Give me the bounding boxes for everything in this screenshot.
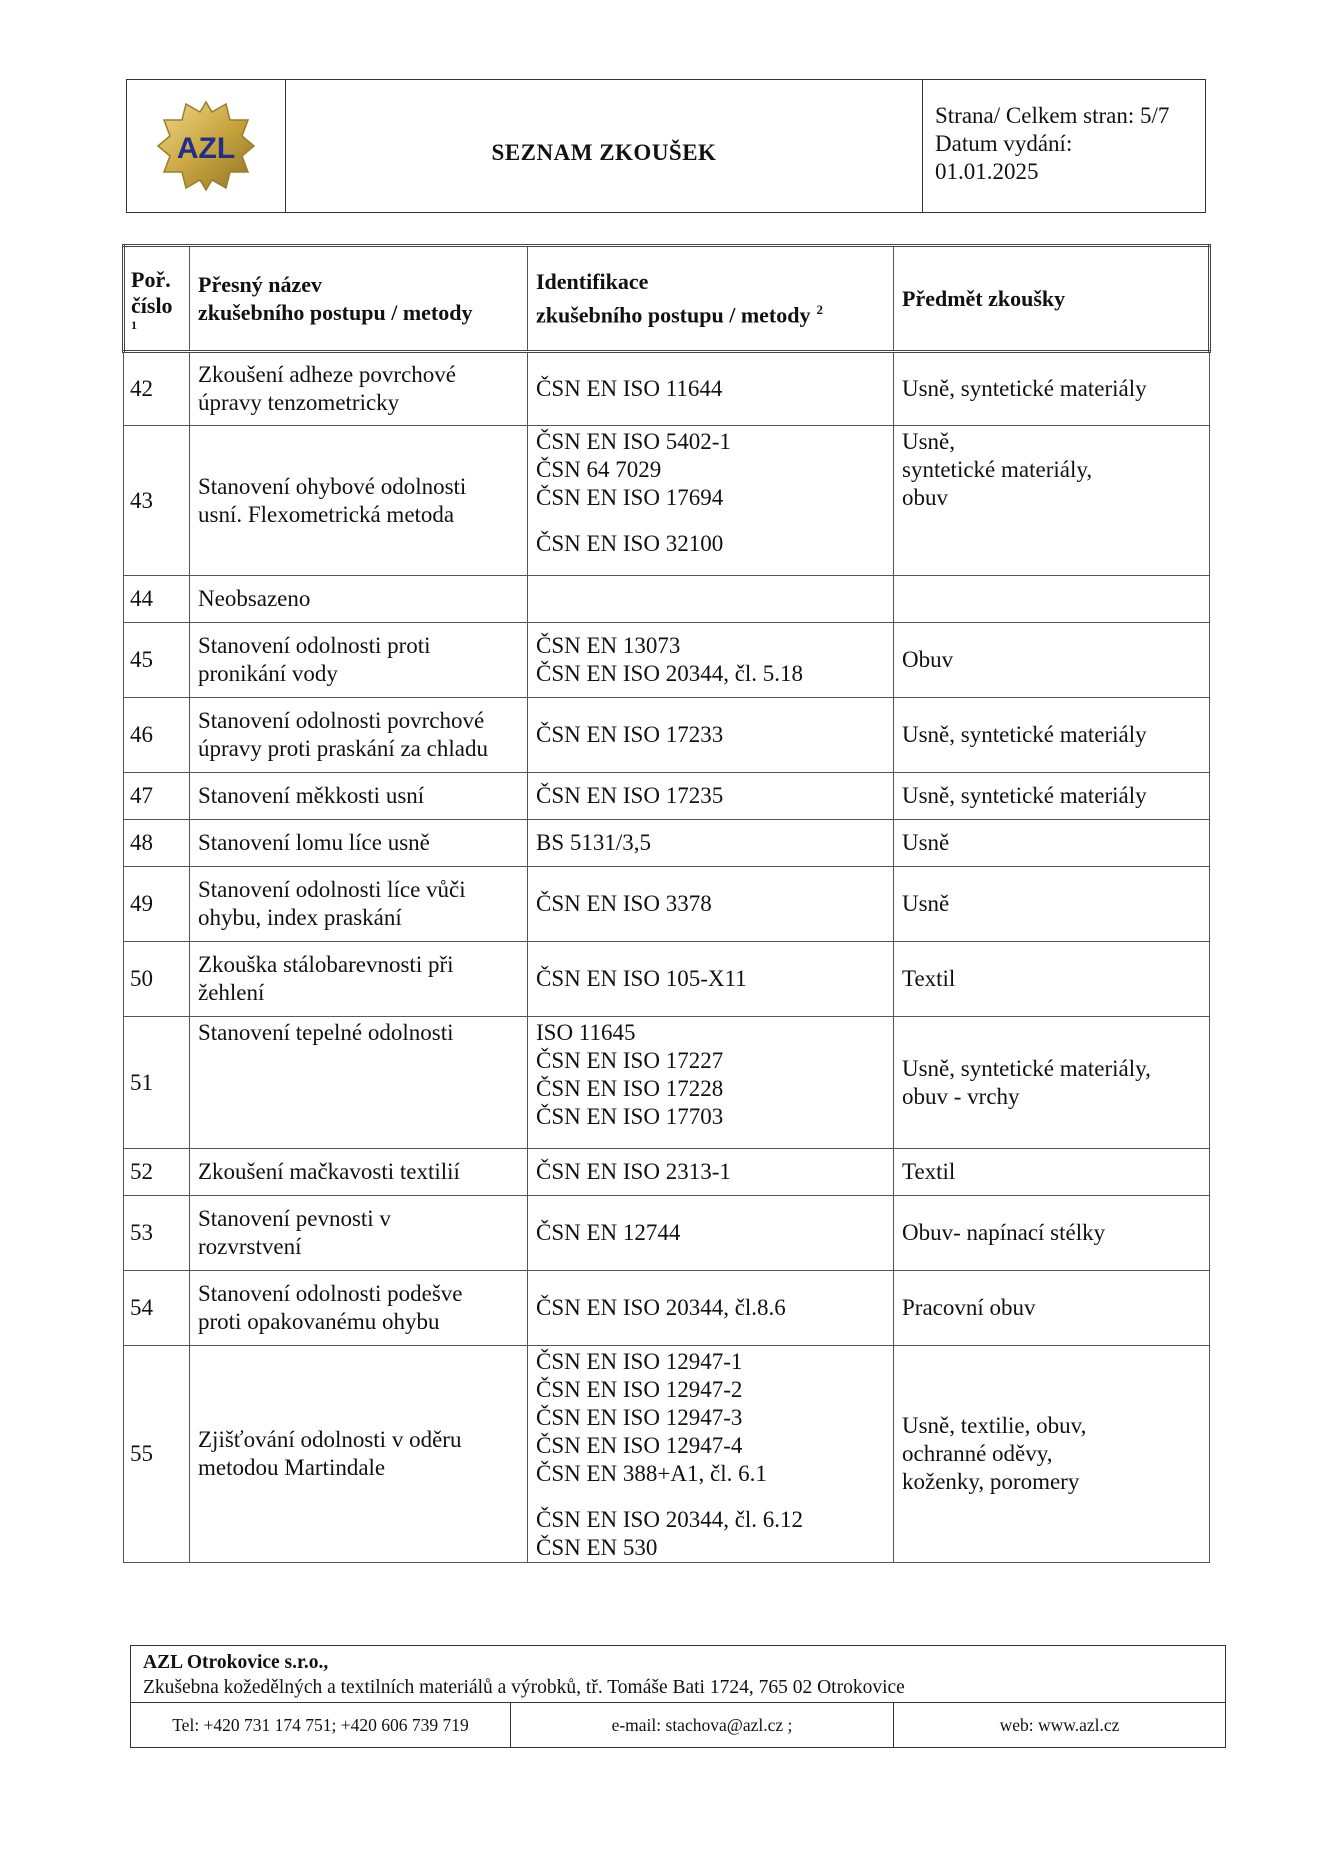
- method-id-line: ČSN EN ISO 17703: [536, 1104, 724, 1129]
- spacer: [536, 512, 885, 530]
- test-subject: [894, 867, 1210, 942]
- method-id-line: ČSN EN ISO 2313-1: [536, 1159, 731, 1184]
- method-name-line: proti opakovanému ohybu: [198, 1309, 440, 1334]
- test-subject-line: Usně, textilie, obuv,: [902, 1413, 1087, 1438]
- method-name-line: Stanovení lomu líce usně: [198, 830, 430, 855]
- row-number: 53: [124, 1196, 190, 1271]
- method-name: [190, 1346, 528, 1563]
- method-id-line: ČSN EN ISO 17233: [536, 722, 724, 747]
- row-number: 45: [124, 623, 190, 698]
- test-subject-line: Textil: [902, 1159, 956, 1184]
- method-name-line: úpravy proti praskání za chladu: [198, 736, 488, 761]
- col-header-name-line2: zkušebního postupu / metody: [198, 299, 473, 325]
- row-number: 47: [124, 773, 190, 820]
- col-header-number-line1: Poř.: [131, 266, 171, 292]
- row-number: 49: [124, 867, 190, 942]
- logo-text: AZL: [176, 132, 236, 165]
- method-name-line: Stanovení odolnosti podešve: [198, 1281, 463, 1306]
- method-identification: [528, 942, 894, 1017]
- col-header-id-line1: Identifikace: [536, 268, 649, 294]
- footer-company: AZL Otrokovice s.r.o.,: [143, 1652, 329, 1673]
- test-subject-line: ochranné oděvy,: [902, 1441, 1053, 1466]
- table-row: [124, 1346, 1210, 1563]
- footnote-marker-1: 1: [131, 317, 137, 332]
- test-subject: [894, 623, 1210, 698]
- test-subject-line: Usně,: [902, 429, 956, 454]
- method-identification: [528, 1346, 894, 1563]
- issue-date: 01.01.2025: [935, 159, 1039, 184]
- method-name: [190, 426, 528, 576]
- table-row: [124, 773, 1210, 820]
- method-name-line: Neobsazeno: [198, 586, 311, 611]
- method-name: [190, 1271, 528, 1346]
- document-footer: [130, 1645, 1226, 1748]
- test-subject: [894, 426, 1210, 576]
- method-name-line: usní. Flexometrická metoda: [198, 501, 455, 527]
- table-header-row: [124, 246, 1210, 352]
- method-name-line: Zkouška stálobarevnosti při: [198, 952, 454, 977]
- method-id-line: ČSN EN ISO 17694: [536, 485, 724, 510]
- method-name: [190, 1196, 528, 1271]
- method-name: [190, 773, 528, 820]
- method-name: [190, 698, 528, 773]
- row-number: 48: [124, 820, 190, 867]
- method-name-line: pronikání vody: [198, 661, 338, 686]
- footer-email: e-mail: stachova@azl.cz ;: [511, 1703, 894, 1747]
- method-name: [190, 820, 528, 867]
- test-subject: [894, 942, 1210, 1017]
- method-id-line: ČSN EN ISO 12947-2: [536, 1377, 743, 1402]
- method-id-line: ČSN EN 13073: [536, 633, 681, 658]
- test-subject: [894, 1196, 1210, 1271]
- method-name: [190, 942, 528, 1017]
- test-subject-line: Usně: [902, 830, 950, 855]
- col-header-name: [190, 246, 528, 352]
- method-name: [190, 1017, 528, 1149]
- method-id-line: ČSN EN ISO 17235: [536, 783, 724, 808]
- method-name-line: rozvrstvení: [198, 1234, 302, 1259]
- method-id-line: ČSN EN ISO 12947-1: [536, 1349, 743, 1374]
- method-name-line: Stanovení odolnosti povrchové: [198, 708, 485, 733]
- table-row: [124, 352, 1210, 426]
- test-subject-line: Usně, syntetické materiály: [902, 722, 1147, 747]
- method-identification: [528, 352, 894, 426]
- footer-address: Zkušebna kožedělných a textilních materiálů a výrobků, tř. Tomáše Bati 1724, 765 02 Otrokovice: [143, 1677, 905, 1698]
- row-number: 50: [124, 942, 190, 1017]
- method-identification: [528, 1149, 894, 1196]
- method-name-line: žehlení: [198, 980, 265, 1005]
- method-name: [190, 352, 528, 426]
- footer-contacts: [131, 1703, 1225, 1747]
- row-number: 43: [124, 426, 190, 576]
- test-subject: [894, 698, 1210, 773]
- method-identification: [528, 623, 894, 698]
- method-id-line: ČSN EN 12744: [536, 1220, 681, 1245]
- method-id-line: ČSN EN ISO 12947-3: [536, 1405, 743, 1430]
- method-id-line: ČSN EN ISO 32100: [536, 531, 724, 556]
- table-row: [124, 698, 1210, 773]
- table-row: [124, 576, 1210, 623]
- method-name-line: Zkoušení adheze povrchové: [198, 362, 457, 387]
- test-subject: [894, 352, 1210, 426]
- row-number: 51: [124, 1017, 190, 1149]
- row-number: 46: [124, 698, 190, 773]
- row-number: 52: [124, 1149, 190, 1196]
- issue-date-label: Datum vydání:: [935, 131, 1073, 156]
- test-subject-line: koženky, poromery: [902, 1469, 1080, 1494]
- test-subject-line: Textil: [902, 966, 956, 991]
- method-identification: [528, 1017, 894, 1149]
- test-subject-line: Usně: [902, 891, 950, 916]
- method-identification: [528, 773, 894, 820]
- method-name-line: úpravy tenzometricky: [198, 390, 400, 415]
- test-subject-line: Obuv- napínací stélky: [902, 1220, 1106, 1245]
- test-subject-line: Usně, syntetické materiály: [902, 376, 1147, 401]
- table-row: [124, 1196, 1210, 1271]
- row-number: 42: [124, 352, 190, 426]
- row-number: 55: [124, 1346, 190, 1563]
- row-number: 54: [124, 1271, 190, 1346]
- row-number: 44: [124, 576, 190, 623]
- method-name: [190, 867, 528, 942]
- method-id-line: ČSN EN ISO 12947-4: [536, 1433, 743, 1458]
- method-name-line: Stanovení tepelné odolnosti: [198, 1020, 454, 1045]
- method-name: [190, 1149, 528, 1196]
- table-row: [124, 942, 1210, 1017]
- test-subject-line: obuv - vrchy: [902, 1083, 1020, 1109]
- test-subject-line: Obuv: [902, 647, 954, 672]
- method-id-line: ČSN EN ISO 5402-1: [536, 429, 731, 454]
- method-identification: [528, 426, 894, 576]
- test-subject-line: obuv: [902, 485, 948, 510]
- method-id-line: ČSN EN ISO 20344, čl.8.6: [536, 1295, 786, 1320]
- test-subject: [894, 576, 1210, 623]
- method-name-line: Stanovení ohybové odolnosti: [198, 473, 467, 499]
- footer-phone: Tel: +420 731 174 751; +420 606 739 719: [131, 1703, 511, 1747]
- method-id-line: ČSN EN ISO 3378: [536, 891, 712, 916]
- col-header-name-line1: Přesný název: [198, 271, 323, 297]
- method-id-line: ČSN EN ISO 17227: [536, 1048, 724, 1073]
- method-id-line: ČSN EN ISO 105-X11: [536, 966, 747, 991]
- col-header-identification: [528, 246, 894, 352]
- footnote-marker-2: 2: [816, 301, 823, 317]
- spacer: [536, 1488, 885, 1506]
- table-row: [124, 1017, 1210, 1149]
- method-id-line: ČSN EN 530: [536, 1535, 658, 1560]
- method-name: [190, 576, 528, 623]
- test-subject-line: Usně, syntetické materiály: [902, 783, 1147, 808]
- method-identification: [528, 1196, 894, 1271]
- test-subject: [894, 1149, 1210, 1196]
- method-id-line: ČSN EN ISO 11644: [536, 376, 723, 401]
- table-row: [124, 1149, 1210, 1196]
- table-row: [124, 820, 1210, 867]
- test-subject: [894, 1017, 1210, 1149]
- method-id-line: ČSN EN 388+A1, čl. 6.1: [536, 1461, 767, 1486]
- document-info: [923, 80, 1205, 212]
- footer-web: web: www.azl.cz: [999, 1714, 1120, 1735]
- method-identification: [528, 698, 894, 773]
- page-info: Strana/ Celkem stran: 5/7: [935, 103, 1170, 128]
- method-identification: [528, 867, 894, 942]
- document-header: [126, 79, 1206, 213]
- footer-address-block: [131, 1646, 1225, 1703]
- method-identification: [528, 820, 894, 867]
- test-list-table: [122, 244, 1211, 1563]
- method-name-line: Stanovení odolnosti líce vůči: [198, 877, 466, 902]
- col-header-subject: Předmět zkoušky: [894, 246, 1210, 352]
- azl-logo: [156, 98, 256, 194]
- test-subject: [894, 773, 1210, 820]
- method-name-line: Zkoušení mačkavosti textilií: [198, 1159, 460, 1184]
- table-row: [124, 426, 1210, 576]
- col-header-number: [124, 246, 190, 352]
- method-id-line: ČSN EN ISO 20344, čl. 5.18: [536, 661, 804, 686]
- test-subject-line: Pracovní obuv: [902, 1295, 1036, 1320]
- table-row: [124, 867, 1210, 942]
- method-name-line: metodou Martindale: [198, 1455, 386, 1480]
- test-subject: [894, 820, 1210, 867]
- table-row: [124, 623, 1210, 698]
- test-subject-line: Usně, syntetické materiály,: [902, 1055, 1151, 1081]
- method-id-line: ISO 11645: [536, 1020, 636, 1045]
- method-name: [190, 623, 528, 698]
- test-subject: [894, 1271, 1210, 1346]
- document-title: SEZNAM ZKOUŠEK: [286, 80, 923, 212]
- method-name-line: Stanovení měkkosti usní: [198, 783, 425, 808]
- method-name-line: Stanovení pevnosti v: [198, 1206, 391, 1231]
- col-header-number-line2: číslo: [131, 292, 173, 318]
- test-subject: [894, 1346, 1210, 1563]
- test-subject-line: syntetické materiály,: [902, 457, 1093, 482]
- method-id-line: ČSN EN ISO 17228: [536, 1076, 724, 1101]
- table-row: [124, 1271, 1210, 1346]
- method-name-line: Stanovení odolnosti proti: [198, 633, 431, 658]
- method-identification: [528, 576, 894, 623]
- method-id-line: BS 5131/3,5: [536, 830, 652, 855]
- logo-cell: [127, 80, 286, 212]
- method-id-line: ČSN 64 7029: [536, 457, 662, 482]
- method-name-line: ohybu, index praskání: [198, 905, 402, 930]
- method-identification: [528, 1271, 894, 1346]
- col-header-id-line2: zkušebního postupu / metody: [536, 302, 811, 328]
- method-name-line: Zjišťování odolnosti v oděru: [198, 1427, 462, 1452]
- method-id-line: ČSN EN ISO 20344, čl. 6.12: [536, 1507, 804, 1532]
